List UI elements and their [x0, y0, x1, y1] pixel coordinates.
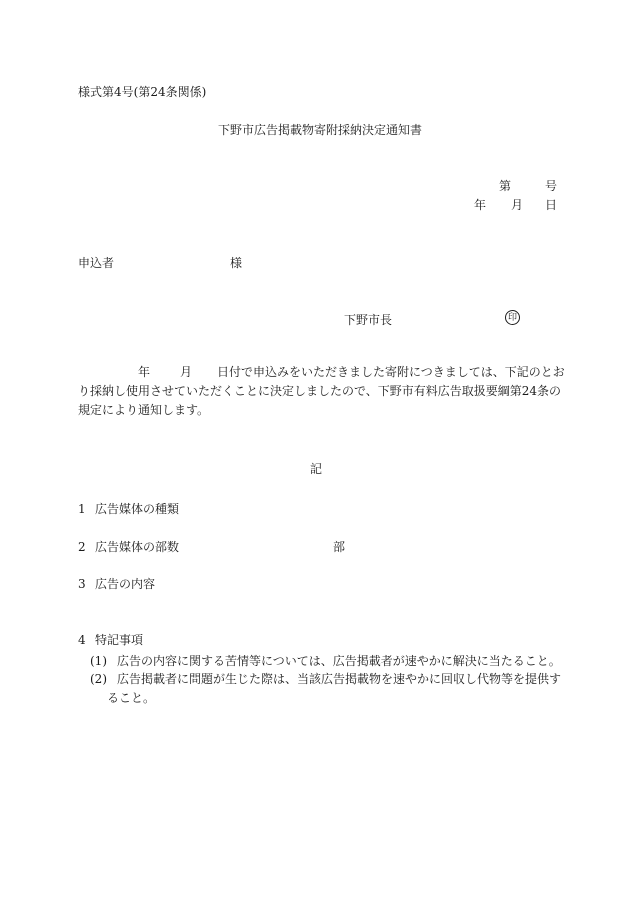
body-line-1 — [78, 363, 565, 382]
body-paragraph — [78, 363, 565, 420]
item-label-media-type: 広告媒体の種類 — [95, 502, 180, 516]
date-year-label: 年 — [474, 198, 487, 212]
remark-number: (2) — [90, 672, 107, 686]
item-unit-copies: 部 — [333, 540, 346, 554]
date-day-label: 日 — [545, 198, 558, 212]
remark-text: 広告掲載者に問題が生じた際は、当該広告掲載物を速やかに回収し代物等を提供す — [117, 672, 562, 686]
item-number: 4 — [78, 633, 86, 647]
issuer-title: 下野市長 — [344, 313, 393, 327]
item-number: 1 — [78, 502, 86, 516]
remark-number: (1) — [90, 654, 107, 668]
item-number: 3 — [78, 577, 86, 591]
document-number-suffix: 号 — [545, 179, 558, 193]
item-number: 2 — [78, 540, 86, 554]
applicant-label: 申込者 — [78, 256, 115, 270]
body-month-label: 月 — [180, 365, 193, 379]
remark-text-continued: ること。 — [107, 691, 156, 705]
document-title: 下野市広告掲載物寄附採納決定通知書 — [218, 123, 423, 137]
body-line-3: 規定により通知します。 — [78, 403, 210, 417]
body-year-label: 年 — [138, 365, 151, 379]
date-month-label: 月 — [511, 198, 524, 212]
document-number-prefix: 第 — [499, 179, 512, 193]
item-label-ad-content: 広告の内容 — [95, 577, 156, 591]
body-text-1: 日付で申込みをいただきました寄附につきましては、下記のとお — [217, 365, 565, 379]
body-line-2: り採納し使用させていただくことに決定しましたので、下野市有料広告取扱要綱第24条の — [78, 384, 562, 398]
item-label-special-notes: 特記事項 — [95, 633, 144, 647]
remark-text: 広告の内容に関する苦情等については、広告掲載者が速やかに解決に当たること。 — [117, 654, 561, 668]
item-label-media-count: 広告媒体の部数 — [95, 540, 180, 554]
ki-heading: 記 — [310, 462, 323, 476]
form-number: 様式第4号(第24条関係) — [78, 85, 207, 99]
applicant-honorific: 様 — [230, 256, 243, 270]
seal-mark-icon: 印 — [505, 310, 520, 325]
